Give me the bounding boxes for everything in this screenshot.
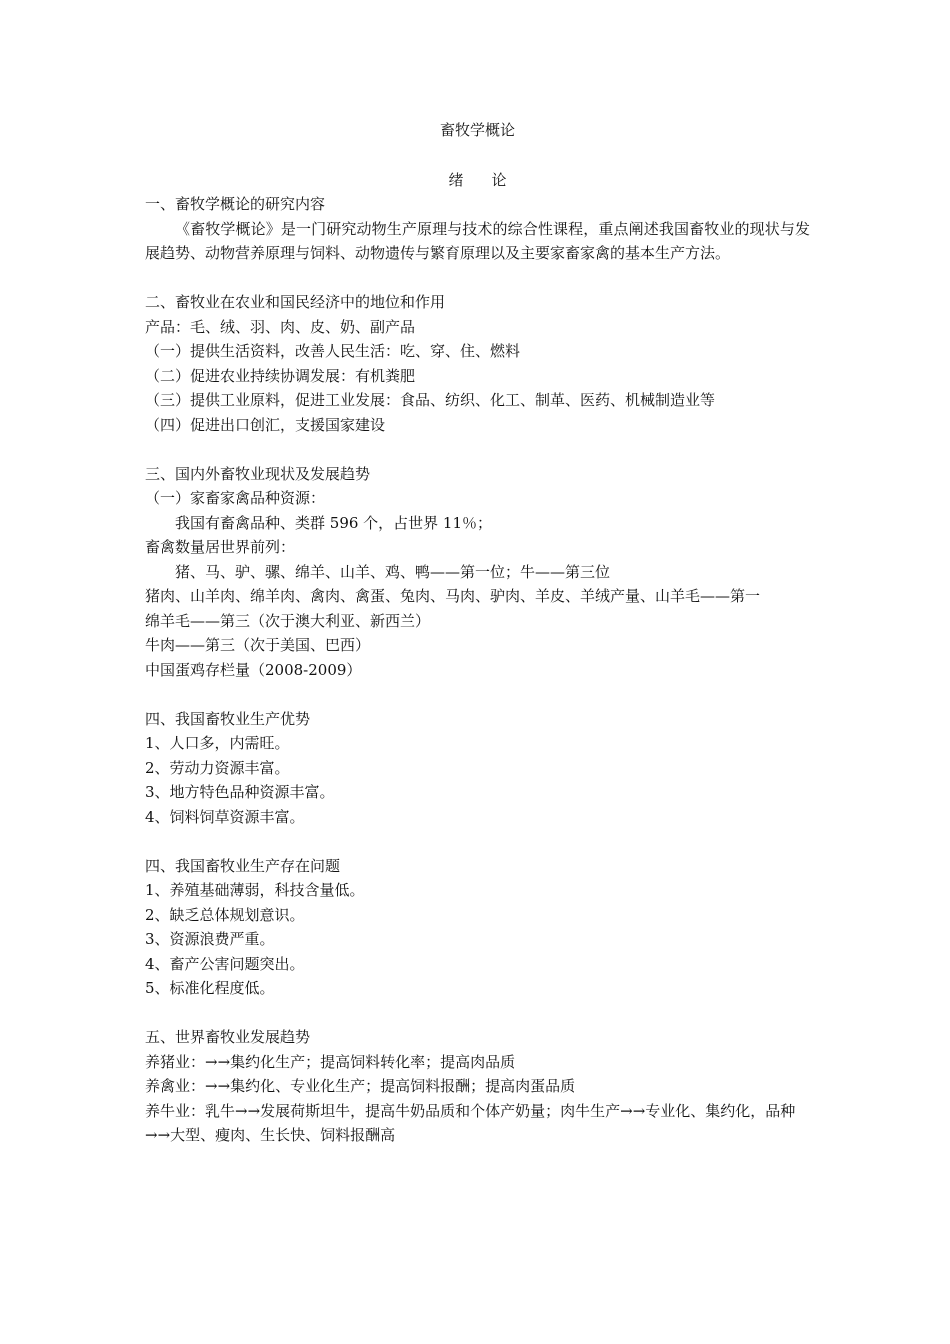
section-2-item: （二）促进农业持续协调发展：有机粪肥 [145, 366, 416, 385]
section-4-item: 4、饲料饲草资源丰富。 [145, 807, 305, 826]
section-4-item: 1、人口多，内需旺。 [145, 734, 290, 752]
section-3-rank-label: 畜禽数量居世界前列： [145, 538, 296, 556]
section-2-item: （四）促进出口创汇，支援国家建设 [145, 415, 386, 434]
section-5-item: 2、缺乏总体规划意识。 [145, 905, 305, 924]
section-2-item: （三）提供工业原料，促进工业发展：食品、纺织、化工、制革、医药、机械制造业等 [145, 391, 716, 409]
section-3-subheading: （一）家畜家禽品种资源： [145, 489, 326, 507]
section-5-item: 4、畜产公害问题突出。 [145, 954, 305, 973]
section-5-item: 1、养殖基础薄弱，科技含量低。 [145, 881, 365, 899]
section-6-cattle: 养牛业：乳牛→→发展荷斯坦牛，提高牛奶品质和个体产奶量；肉牛生产→→专业化、集约化，品种→→大型、瘦肉、生长快、饲料报酬高 [145, 1101, 796, 1144]
spacer [145, 437, 810, 462]
section-6-heading: 五、世界畜牧业发展趋势 [145, 1028, 311, 1046]
spacer [145, 682, 810, 707]
section-6-poultry: 养禽业：→→集约化、专业化生产；提高饲料报酬；提高肉蛋品质 [145, 1077, 576, 1095]
document-title: 畜牧学概论 [439, 121, 515, 139]
spacer [145, 829, 810, 854]
spacer [145, 266, 810, 291]
section-5-item: 3、资源浪费严重。 [145, 930, 275, 948]
section-2-products: 产品：毛、绒、羽、肉、皮、奶、副产品 [145, 317, 416, 336]
section-4-item: 2、劳动力资源丰富。 [145, 758, 290, 777]
section-3-rank-line: 猪、马、驴、骡、绵羊、山羊、鸡、鸭——第一位；牛——第三位 [175, 562, 611, 581]
section-2-item: （一）提供生活资料，改善人民生活：吃、穿、住、燃料 [145, 342, 521, 360]
section-3-heading: 三、国内外畜牧业现状及发展趋势 [145, 464, 371, 483]
section-4-item: 3、地方特色品种资源丰富。 [145, 783, 335, 801]
document-page [145, 118, 810, 1148]
document-subtitle: 绪论 [448, 170, 535, 189]
section-2-heading: 二、畜牧业在农业和国民经济中的地位和作用 [145, 293, 446, 311]
section-5-item: 5、标准化程度低。 [145, 979, 275, 997]
section-3-breeds: 我国有畜禽品种、类群 596 个，占世界 11％； [175, 513, 493, 532]
section-3-eggs: 中国蛋鸡存栏量（2008-2009） [145, 660, 362, 679]
spacer [145, 1001, 810, 1026]
section-4-heading: 四、我国畜牧业生产优势 [145, 709, 311, 728]
section-6-pig: 养猪业：→→集约化生产；提高饲料转化率；提高肉品质 [145, 1052, 516, 1071]
section-3-wool: 绵羊毛——第三（次于澳大利亚、新西兰） [145, 611, 431, 630]
section-1-paragraph: 《畜牧学概论》是一门研究动物生产原理与技术的综合性课程，重点阐述我国畜牧业的现状与发展趋势、动物营养原理与饲料、动物遗传与繁育原理以及主要家畜家禽的基本生产方法。 [145, 219, 810, 262]
section-3-meat-line: 猪肉、山羊肉、绵羊肉、禽肉、禽蛋、兔肉、马肉、驴肉、羊皮、羊绒产量、山羊毛——第一 [145, 587, 761, 605]
section-3-beef: 牛肉——第三（次于美国、巴西） [145, 636, 371, 654]
section-1-heading: 一、畜牧学概论的研究内容 [145, 195, 326, 213]
section-5-heading: 四、我国畜牧业生产存在问题 [145, 856, 341, 875]
